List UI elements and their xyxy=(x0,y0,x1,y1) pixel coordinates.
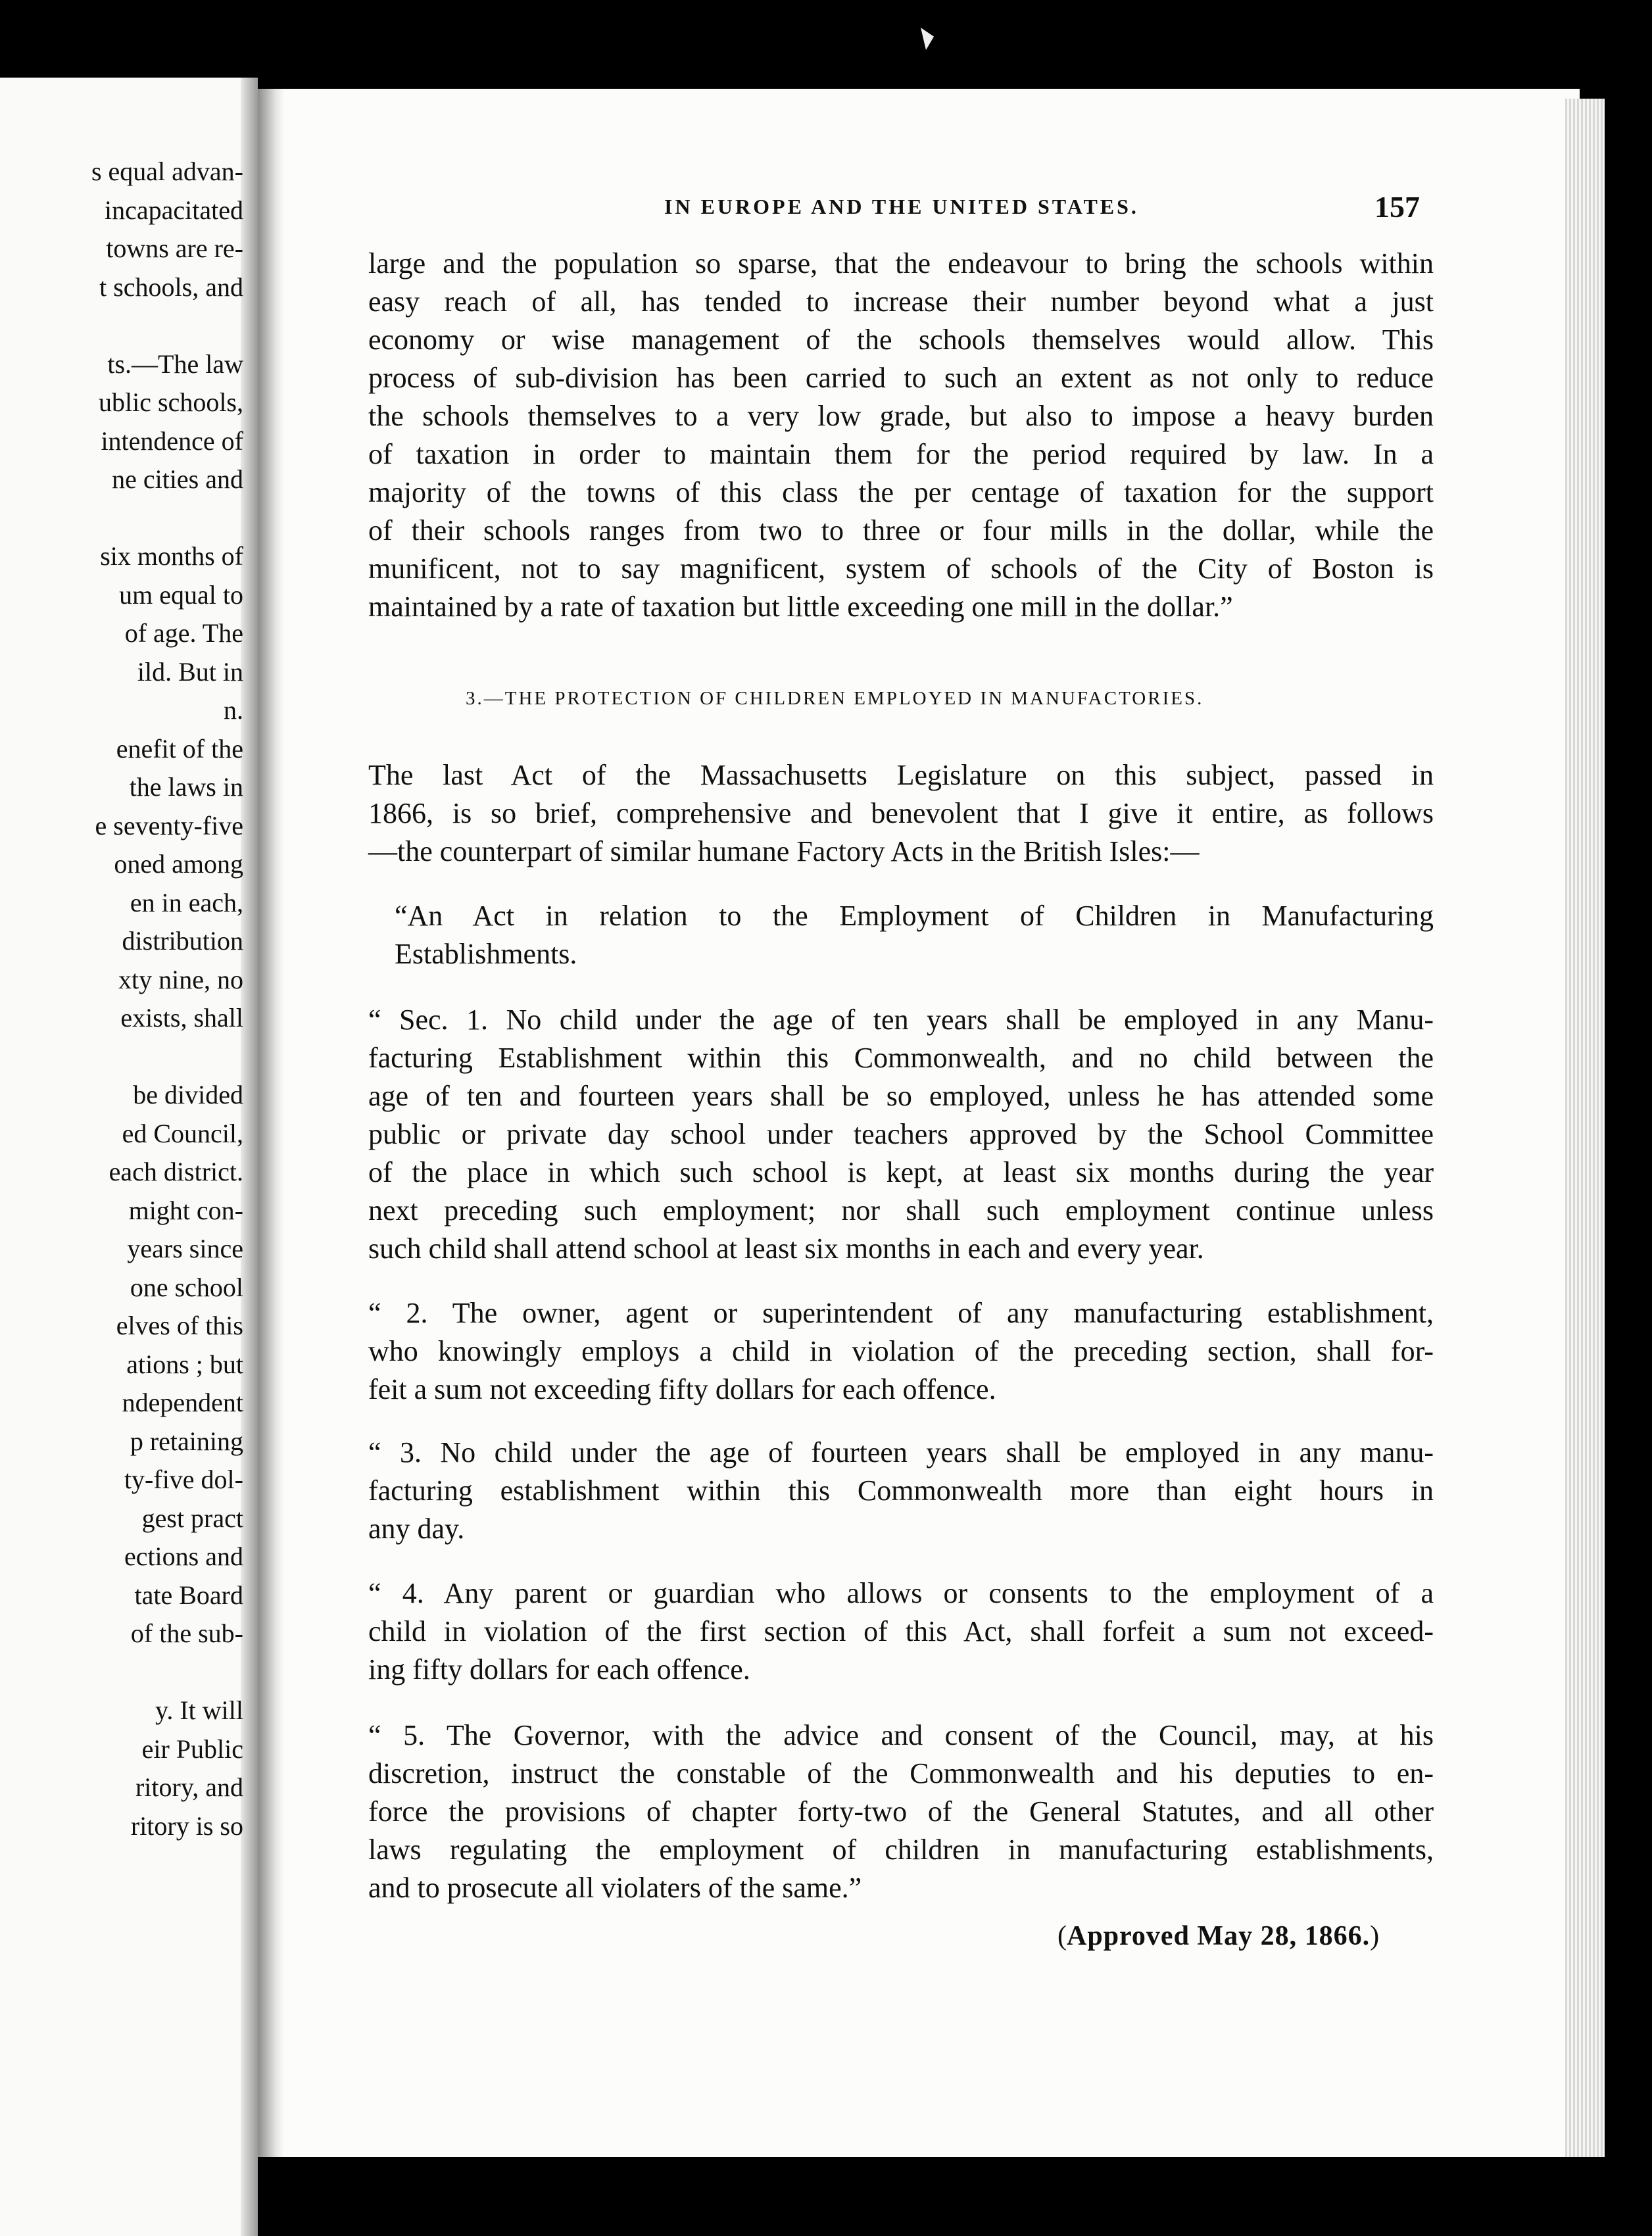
left-page-line: enefit of the xyxy=(116,733,243,764)
right-page-gutter-shadow xyxy=(258,89,284,2157)
text-line: discretion, instruct the constable of the Commonwealth and his deputies to en- xyxy=(368,1757,1434,1789)
left-page-line: might con- xyxy=(128,1195,243,1225)
text-line: who knowingly employs a child in violation of the preceding section, shall for- xyxy=(368,1335,1434,1367)
text-line: of their schools ranges from two to three or four mills in the dollar, while the xyxy=(368,514,1434,547)
left-page-line: exists, shall xyxy=(120,1003,243,1033)
left-page-line: n. xyxy=(224,695,243,725)
page-stack-edge xyxy=(1565,99,1605,2157)
text-line: any day. xyxy=(368,1513,465,1545)
text-line: such child shall attend school at least six months in each and every year. xyxy=(368,1232,1204,1265)
left-page-fragment xyxy=(0,78,258,2236)
left-page-line: each district. xyxy=(109,1157,243,1186)
left-page-line: six months of xyxy=(100,541,243,571)
text-line: “ 5. The Governor, with the advice and consent of the Council, may, at his xyxy=(368,1719,1434,1751)
left-page-line: en in each, xyxy=(130,887,243,917)
text-line: ing fifty dollars for each offence. xyxy=(368,1653,750,1686)
left-page-line: elves of this xyxy=(116,1311,243,1340)
paragraph-intro xyxy=(368,756,1434,871)
act-section-1 xyxy=(368,1001,1434,1268)
running-head: IN EUROPE AND THE UNITED STATES. xyxy=(664,195,1139,218)
left-page-line: the laws in xyxy=(129,772,243,802)
left-page-line: eir Public xyxy=(141,1734,243,1764)
text-line: feit a sum not exceeding fifty dollars for each offence. xyxy=(368,1373,996,1405)
text-line: next preceding such employment; nor shall such employment continue unless xyxy=(368,1194,1434,1227)
text-line: “ 3. No child under the age of fourteen years shall be employed in any manu- xyxy=(368,1436,1434,1469)
text-line: the schools themselves to a very low grade, but also to impose a heavy burden xyxy=(368,400,1434,432)
act-section-3 xyxy=(368,1434,1434,1548)
approval-date: Approved May 28, 1866. xyxy=(1067,1921,1371,1951)
text-line: facturing Establishment within this Commonwealth, and no child between the xyxy=(368,1042,1434,1074)
text-line: 1866, is so brief, comprehensive and benevolent that I give it entire, as follows xyxy=(368,797,1434,829)
text-line: “ 2. The owner, agent or superintendent of any manufacturing establishment, xyxy=(368,1297,1434,1329)
text-line: age of ten and fourteen years shall be so employed, unless he has attended some xyxy=(368,1080,1434,1112)
section-heading: 3.—THE PROTECTION OF CHILDREN EMPLOYED IN MANUFACTORIES. xyxy=(466,688,1204,709)
scan-artifact-mark xyxy=(921,28,934,50)
text-line: laws regulating the employment of children in manufacturing establishments, xyxy=(368,1834,1434,1866)
act-title xyxy=(368,897,1434,973)
text-line: easy reach of all, has tended to increase their number beyond what a just xyxy=(368,285,1434,318)
left-page-line: e seventy-five xyxy=(95,810,243,840)
left-page-line: ations ; but xyxy=(126,1349,243,1379)
left-page-line: towns are re- xyxy=(106,233,243,263)
paragraph-school-subdivision xyxy=(368,245,1434,626)
approval-close-paren: ) xyxy=(1370,1921,1380,1951)
left-page-line: t schools, and xyxy=(99,272,243,302)
text-line: of the place in which such school is kept, at least six months during the year xyxy=(368,1156,1434,1188)
left-page-line: ublic schools, xyxy=(99,387,243,417)
left-page-line: of the sub- xyxy=(130,1618,243,1648)
left-page-line: ild. But in xyxy=(137,656,243,687)
text-line: “ Sec. 1. No child under the age of ten years shall be employed in any Manu- xyxy=(368,1004,1434,1036)
left-page-line: be divided xyxy=(133,1080,243,1109)
act-section-4 xyxy=(368,1574,1434,1689)
left-page-line: oned among xyxy=(114,849,243,879)
act-section-2 xyxy=(368,1294,1434,1409)
text-line: majority of the towns of this class the per centage of taxation for the support xyxy=(368,476,1434,508)
left-page-line: p retaining xyxy=(130,1426,243,1456)
left-page-line: tate Board xyxy=(134,1580,243,1610)
text-line: —the counterpart of similar humane Factory Acts in the British Isles:— xyxy=(368,835,1200,867)
left-page-line: um equal to xyxy=(119,579,243,610)
left-page-line: s equal advan- xyxy=(91,157,243,186)
text-line: public or private day school under teachers approved by the School Committee xyxy=(368,1118,1434,1150)
text-line: of taxation in order to maintain them for the period required by law. In a xyxy=(368,438,1434,470)
text-line: process of sub-division has been carried to such an extent as not only to reduce xyxy=(368,362,1434,394)
left-page-line: ts.—The law xyxy=(107,349,243,379)
act-section-5 xyxy=(368,1716,1434,1907)
text-line: “ 4. Any parent or guardian who allows or consents to the employment of a xyxy=(368,1577,1434,1609)
text-line: The last Act of the Massachusetts Legislature on this subject, passed in xyxy=(368,759,1434,791)
left-page-line: distribution xyxy=(122,926,243,956)
text-line: maintained by a rate of taxation but little exceeding one mill in the dollar.” xyxy=(368,591,1233,623)
approval-open-paren: ( xyxy=(1057,1921,1067,1951)
text-line: large and the population so sparse, that the endeavour to bring the schools within xyxy=(368,247,1434,280)
text-line: Establishments. xyxy=(395,938,577,970)
text-line: child in violation of the first section of this Act, shall forfeit a sum not exceed- xyxy=(368,1615,1434,1647)
left-page-line: intendence of xyxy=(101,425,243,456)
left-page-line: years since xyxy=(127,1234,243,1263)
text-line: economy or wise management of the schools themselves would allow. This xyxy=(368,324,1434,356)
text-line: “An Act in relation to the Employment of Children in Manufacturing xyxy=(395,900,1434,932)
left-page-line: of age. The xyxy=(124,618,243,648)
left-page-line: ritory, and xyxy=(135,1772,243,1802)
left-page-line: xty nine, no xyxy=(118,964,243,994)
left-page-line: ndependent xyxy=(122,1388,243,1417)
left-page-line: one school xyxy=(130,1272,243,1302)
left-page-line: ne cities and xyxy=(112,464,243,494)
text-line: force the provisions of chapter forty-two of the General Statutes, and all other xyxy=(368,1795,1434,1828)
left-page-line: ed Council, xyxy=(122,1118,243,1148)
page-number: 157 xyxy=(1374,190,1420,224)
approval-date-line xyxy=(1057,1920,1379,1952)
text-line: facturing establishment within this Commonwealth more than eight hours in xyxy=(368,1474,1434,1507)
left-page-line: ritory is so xyxy=(130,1811,243,1841)
left-page-line: incapacitated xyxy=(105,195,243,225)
left-page-line: gest pract xyxy=(141,1503,243,1533)
text-line: and to prosecute all violaters of the same.” xyxy=(368,1872,862,1904)
left-page-line: ections and xyxy=(124,1542,243,1571)
text-line: munificent, not to say magnificent, system of schools of the City of Boston is xyxy=(368,552,1434,585)
left-page-line: y. It will xyxy=(155,1695,243,1725)
left-page-line: ty-five dol- xyxy=(124,1465,243,1494)
